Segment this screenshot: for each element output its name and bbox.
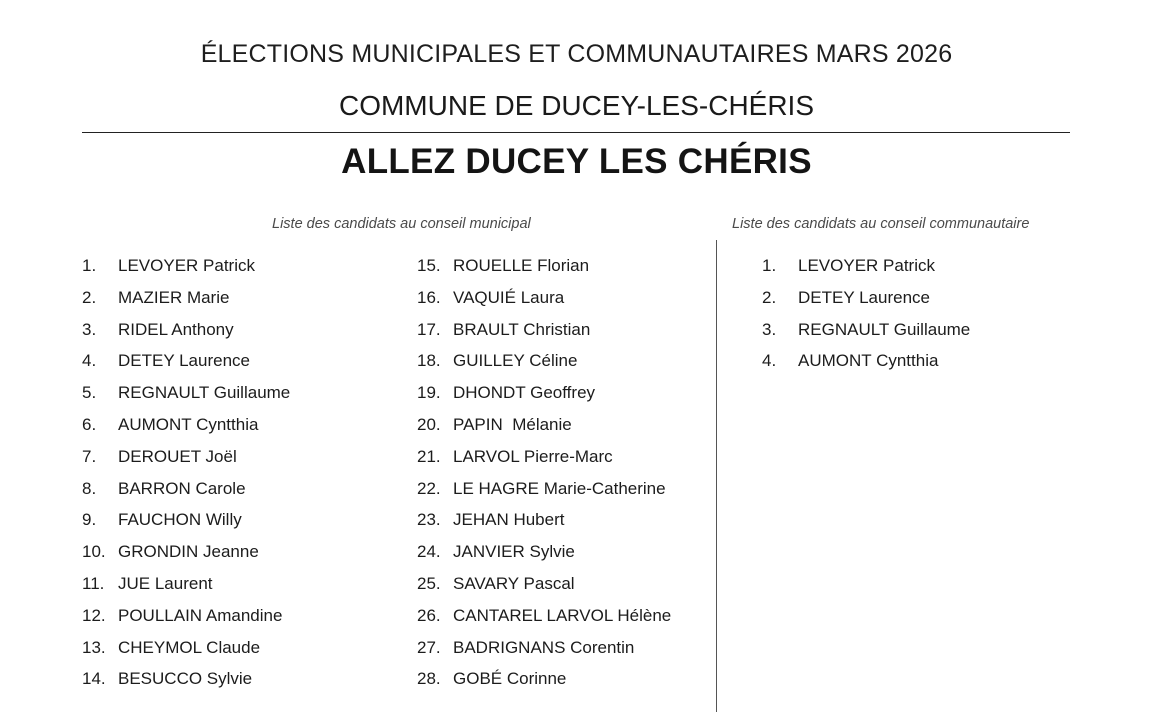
candidate-number: 15. xyxy=(417,256,441,275)
candidate-name: JEHAN Hubert xyxy=(453,510,565,530)
candidate-item xyxy=(417,314,671,346)
candidate-name: DETEY Laurence xyxy=(118,351,250,371)
candidate-item xyxy=(417,345,671,377)
candidate-number: 22. xyxy=(417,478,441,498)
candidate-number: 24. xyxy=(417,542,441,562)
candidate-name: VAQUIÉ Laura xyxy=(453,287,565,307)
candidate-name: LARVOL Pierre-Marc xyxy=(453,446,613,466)
candidate-number: 2. xyxy=(82,287,97,307)
candidate-number: 10. xyxy=(82,542,106,562)
column-divider xyxy=(716,240,717,712)
header-divider xyxy=(82,132,1070,133)
candidate-item xyxy=(417,504,671,536)
candidate-name: GRONDIN Jeanne xyxy=(118,542,259,562)
candidate-item xyxy=(82,282,290,314)
candidate-item xyxy=(417,663,671,695)
candidate-number: 3. xyxy=(762,319,777,339)
candidate-name: BADRIGNANS Corentin xyxy=(453,637,635,657)
candidate-item xyxy=(82,536,290,568)
communautaire-caption: Liste des candidats au conseil communautaire xyxy=(732,216,1030,232)
municipal-list-column-1 xyxy=(82,250,290,695)
candidate-number: 5. xyxy=(82,383,97,403)
candidate-name: DHONDT Geoffrey xyxy=(453,383,596,403)
commune-title: COMMUNE DE DUCEY-LES-CHÉRIS xyxy=(338,90,815,121)
candidate-item xyxy=(82,600,290,632)
candidate-item xyxy=(417,632,671,664)
municipal-list-column-2 xyxy=(417,250,671,695)
candidate-name: DEROUET Joël xyxy=(118,446,237,466)
candidate-item xyxy=(82,250,290,282)
candidate-number: 1. xyxy=(762,256,777,275)
candidate-number: 9. xyxy=(82,510,97,530)
list-name-title: ALLEZ DUCEY LES CHÉRIS xyxy=(341,142,812,181)
candidate-name: CHEYMOL Claude xyxy=(118,637,261,657)
candidate-item xyxy=(82,504,290,536)
candidate-number: 2. xyxy=(762,287,777,307)
candidate-number: 16. xyxy=(417,287,441,307)
candidate-item xyxy=(82,345,290,377)
candidate-number: 19. xyxy=(417,383,441,403)
candidate-number: 26. xyxy=(417,605,441,625)
candidate-name: JANVIER Sylvie xyxy=(453,542,575,562)
candidate-number: 7. xyxy=(82,446,97,466)
candidate-name: BRAULT Christian xyxy=(453,319,591,339)
candidate-name: ROUELLE Florian xyxy=(453,256,590,275)
candidate-name: GOBÉ Corinne xyxy=(453,669,567,689)
candidate-item xyxy=(82,473,290,505)
candidate-name: JUE Laurent xyxy=(118,573,213,593)
candidate-item xyxy=(417,600,671,632)
candidate-item xyxy=(417,441,671,473)
candidate-name: MAZIER Marie xyxy=(118,287,230,307)
candidate-item xyxy=(762,250,970,282)
candidate-item xyxy=(417,282,671,314)
candidate-name: AUMONT Cyntthia xyxy=(118,414,259,434)
candidate-item xyxy=(762,345,970,377)
candidate-item xyxy=(82,377,290,409)
candidate-name: CANTAREL LARVOL Hélène xyxy=(453,605,672,625)
candidate-name: LE HAGRE Marie-Catherine xyxy=(453,478,666,498)
candidate-name: RIDEL Anthony xyxy=(118,319,234,339)
candidate-number: 13. xyxy=(82,637,106,657)
candidate-item xyxy=(417,409,671,441)
candidate-name: BESUCCO Sylvie xyxy=(118,669,253,689)
candidate-number: 11. xyxy=(82,573,105,593)
candidate-number: 18. xyxy=(417,351,441,371)
candidate-number: 1. xyxy=(82,256,97,275)
candidate-name: POULLAIN Amandine xyxy=(118,605,283,625)
candidate-number: 3. xyxy=(82,319,97,339)
candidate-number: 27. xyxy=(417,637,441,657)
candidate-item xyxy=(417,473,671,505)
candidate-name: REGNAULT Guillaume xyxy=(798,319,971,339)
candidate-name: SAVARY Pascal xyxy=(453,573,575,593)
candidate-number: 14. xyxy=(82,669,106,689)
candidate-name: FAUCHON Willy xyxy=(118,510,242,530)
municipal-caption: Liste des candidats au conseil municipal xyxy=(272,216,531,232)
candidate-number: 21. xyxy=(417,446,441,466)
candidate-number: 8. xyxy=(82,478,97,498)
candidate-number: 4. xyxy=(762,351,777,371)
candidate-item xyxy=(417,536,671,568)
candidate-name: REGNAULT Guillaume xyxy=(118,383,291,403)
candidate-name: GUILLEY Céline xyxy=(453,351,578,371)
candidate-item xyxy=(417,377,671,409)
candidate-number: 20. xyxy=(417,414,441,434)
candidate-number: 12. xyxy=(82,605,106,625)
candidate-item xyxy=(82,663,290,695)
candidate-number: 6. xyxy=(82,414,97,434)
candidate-name: BARRON Carole xyxy=(118,478,246,498)
candidate-item xyxy=(417,250,671,282)
candidate-number: 4. xyxy=(82,351,97,371)
candidate-item xyxy=(82,441,290,473)
candidate-item xyxy=(82,632,290,664)
candidate-number: 23. xyxy=(417,510,441,530)
candidate-item xyxy=(82,314,290,346)
candidate-item xyxy=(762,282,970,314)
candidate-item xyxy=(82,568,290,600)
candidate-name: AUMONT Cyntthia xyxy=(798,351,939,371)
candidate-item xyxy=(417,568,671,600)
election-title: ÉLECTIONS MUNICIPALES ET COMMUNAUTAIRES MARS 2026 xyxy=(200,40,953,68)
candidate-item xyxy=(762,314,970,346)
candidate-name: LEVOYER Patrick xyxy=(118,256,255,275)
candidate-item xyxy=(82,409,290,441)
candidate-number: 25. xyxy=(417,573,441,593)
candidate-name: PAPIN Mélanie xyxy=(453,414,572,434)
candidate-number: 28. xyxy=(417,669,441,689)
candidate-name: DETEY Laurence xyxy=(798,287,930,307)
candidate-number: 17. xyxy=(417,319,441,339)
communautaire-list xyxy=(762,250,970,377)
candidate-name: LEVOYER Patrick xyxy=(798,256,935,275)
